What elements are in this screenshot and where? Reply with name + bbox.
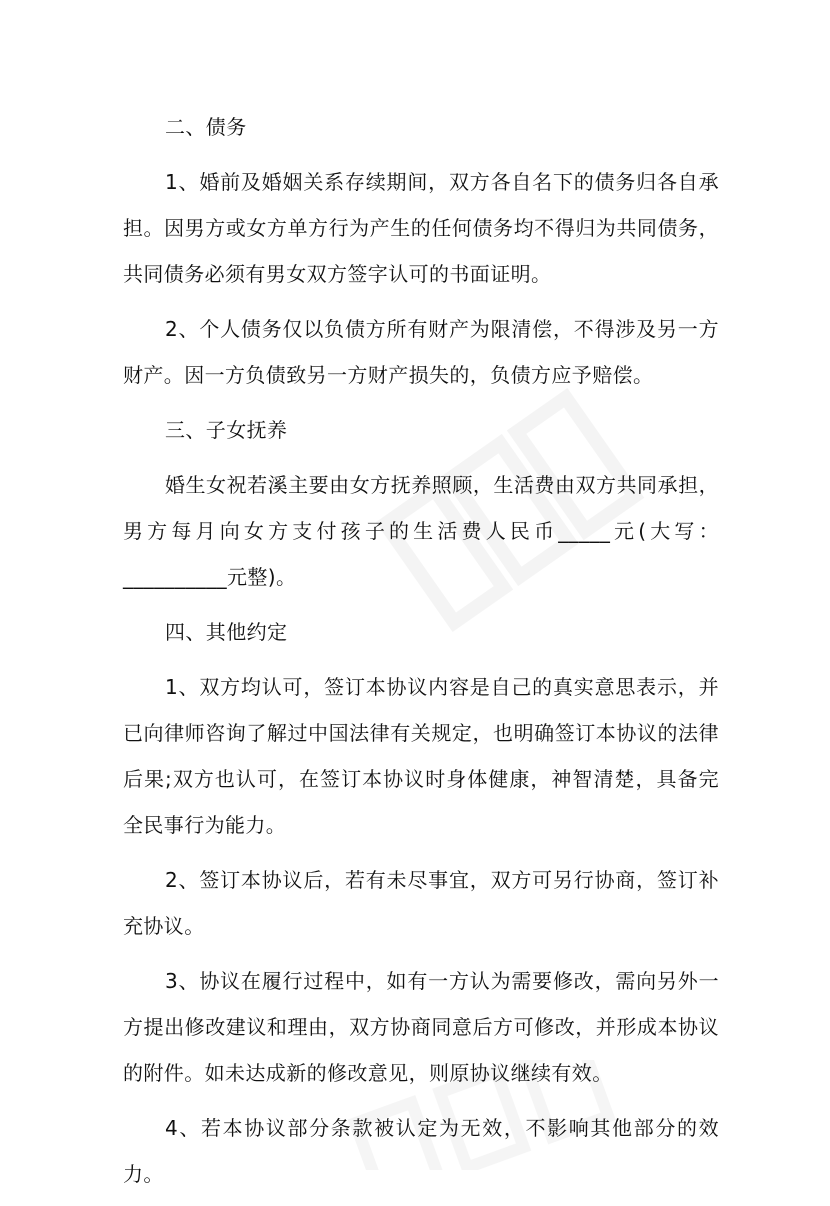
section-heading-child-support: 三、子女抚养 <box>165 418 288 442</box>
section-heading-debts: 二、债务 <box>165 115 247 139</box>
paragraph-debt-clause-1: 1、婚前及婚姻关系存续期间，双方各自名下的债务归各自承担。因男方或女方单方行为产生的任何债务均不得归为共同债务，共同债务必须有男女双方签字认可的书面证明。 <box>123 170 719 286</box>
paragraph-other-clause-3: 3、协议在履行过程中，如有一方认为需要修改，需向另外一方提出修改建议和理由，双方协商同意后方可修改，并形成本协议的附件。如未达成新的修改意见，则原协议继续有效。 <box>123 969 719 1085</box>
section-heading-other-terms: 四、其他约定 <box>165 620 288 644</box>
document-body <box>123 104 719 1206</box>
paragraph-child-support: 婚生女祝若溪主要由女方抚养照顾，生活费由双方共同承担，男方每月向女方支付孩子的生活费人民币_____元(大写：__________元整)。 <box>123 473 719 589</box>
paragraph-other-clause-4: 4、若本协议部分条款被认定为无效，不影响其他部分的效力。 <box>123 1116 719 1186</box>
paragraph-other-clause-2: 2、签订本协议后，若有未尽事宜，双方可另行协商，签订补充协议。 <box>123 868 719 938</box>
paragraph-other-clause-1: 1、双方均认可，签订本协议内容是自己的真实意思表示，并已向律师咨询了解过中国法律有关规定，也明确签订本协议的法律后果;双方也认可，在签订本协议时身体健康，神智清楚，具备完全民事行为能力。 <box>123 675 719 837</box>
paragraph-debt-clause-2: 2、个人债务仅以负债方所有财产为限清偿，不得涉及另一方财产。因一方负债致另一方财产损失的，负债方应予赔偿。 <box>123 317 719 387</box>
